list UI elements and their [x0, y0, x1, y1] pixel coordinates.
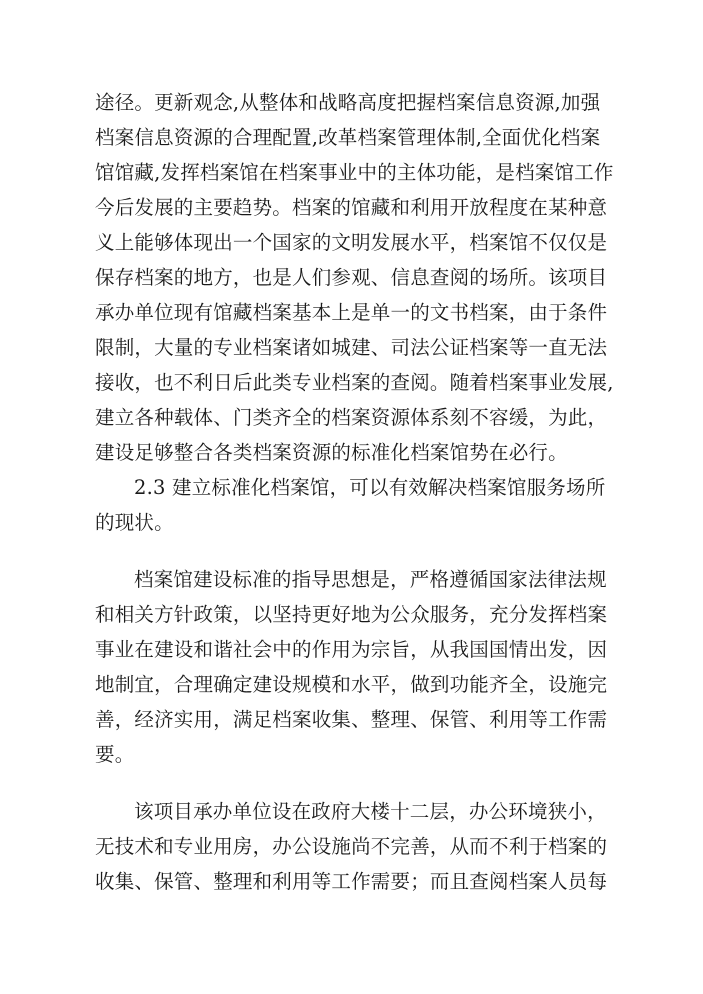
text-line: 承办单位现有馆藏档案基本上是单一的文书档案，由于条件	[95, 301, 608, 324]
text-line: 馆馆藏,发挥档案馆在档案事业中的主体功能，是档案馆工作	[95, 161, 614, 184]
section-heading-continuation: 的现状。	[95, 511, 174, 534]
text-line: 途径。更新观念,从整体和战略高度把握档案信息资源,加强	[95, 91, 601, 114]
text-line: 义上能够体现出一个国家的文明发展水平，档案馆不仅仅是	[95, 231, 608, 254]
text-line: 事业在建设和谐社会中的作用为宗旨，从我国国情出发，因	[95, 638, 608, 661]
section-heading: 2.3 建立标准化档案馆，可以有效解决档案馆服务场所	[134, 476, 606, 499]
text-line: 档案馆建设标准的指导思想是，严格遵循国家法律法规	[134, 568, 607, 591]
text-line: 无技术和专业用房，办公设施尚不完善，从而不利于档案的	[95, 835, 608, 858]
text-line: 收集、保管、整理和利用等工作需要；而且查阅档案人员每	[95, 870, 608, 893]
text-line: 该项目承办单位设在政府大楼十二层，办公环境狭小，	[134, 800, 607, 823]
text-line: 善，经济实用，满足档案收集、整理、保管、利用等工作需	[95, 708, 608, 731]
text-line: 档案信息资源的合理配置,改革档案管理体制,全面优化档案	[95, 126, 601, 149]
text-line: 建立各种载体、门类齐全的档案资源体系刻不容缓，为此，	[95, 406, 608, 429]
text-line: 限制，大量的专业档案诸如城建、司法公证档案等一直无法	[95, 336, 608, 359]
text-line: 接收，也不利日后此类专业档案的查阅。随着档案事业发展,	[95, 371, 614, 394]
text-line: 今后发展的主要趋势。档案的馆藏和利用开放程度在某种意	[95, 196, 608, 219]
text-line: 地制宜，合理确定建设规模和水平，做到功能齐全，设施完	[95, 673, 608, 696]
text-line: 要。	[95, 743, 135, 766]
text-line: 和相关方针政策，以坚持更好地为公众服务，充分发挥档案	[95, 603, 608, 626]
text-line: 建设足够整合各类档案资源的标准化档案馆势在必行。	[95, 441, 568, 464]
text-line: 保存档案的地方，也是人们参观、信息查阅的场所。该项目	[95, 266, 608, 289]
